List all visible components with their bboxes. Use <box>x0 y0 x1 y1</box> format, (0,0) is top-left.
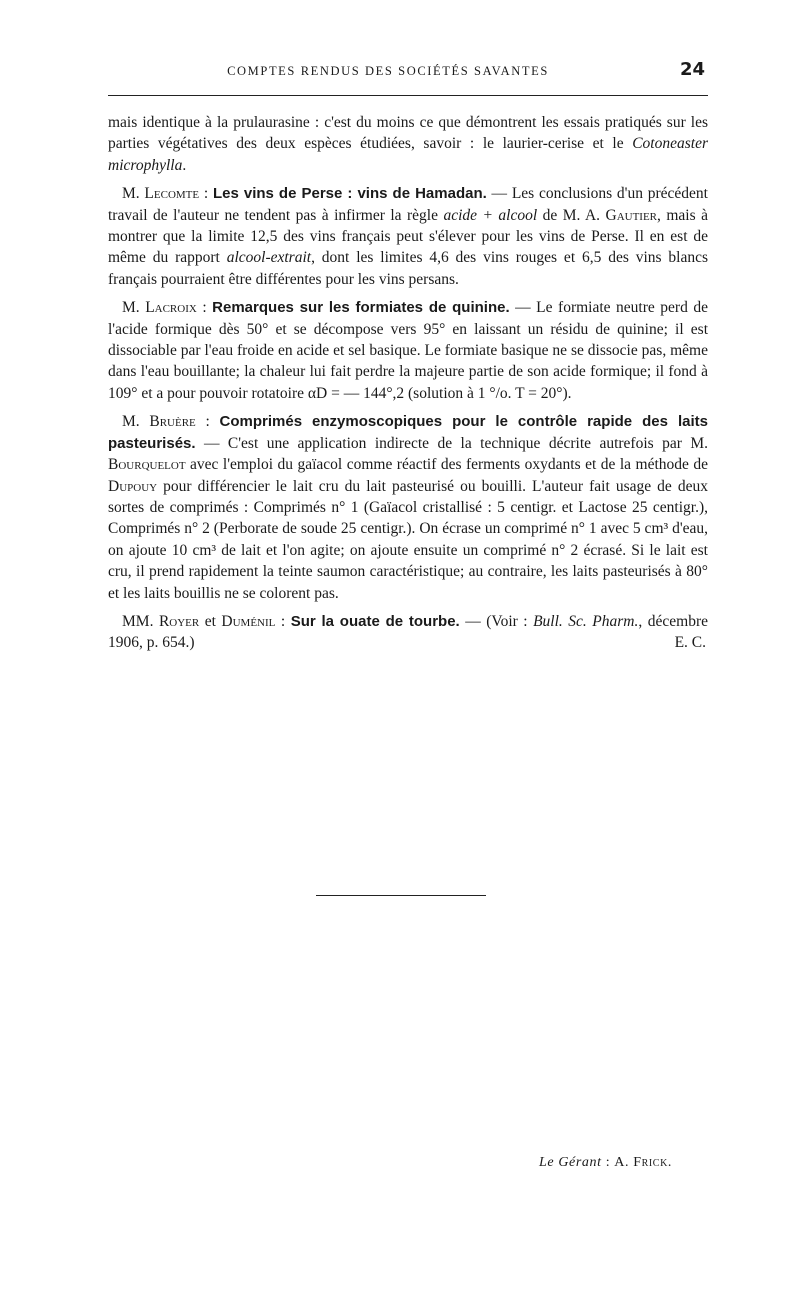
cited-name: Bourquelot <box>108 456 186 474</box>
header-rule <box>108 95 708 96</box>
italic-term: acide + alcool <box>443 206 538 224</box>
paragraph-bruere <box>108 411 708 604</box>
paragraph-text: — Les conclusions d'un précédent travail de l'auteur ne tendent pas à infirmer la règle <box>108 185 708 224</box>
paragraph-text: avec l'emploi du gaïacol comme réactif des ferments oxydants et de la méthode de <box>185 456 708 474</box>
paragraph-lecomte <box>108 183 708 290</box>
paragraph-text: — (Voir : <box>459 612 534 630</box>
paragraph-text: . <box>182 156 187 174</box>
paragraph-text: — Le formiate neutre perd de l'acide formique dès 50° et se décompose vers 95° en laissant un résidu de quinine; il est dissociable par l'eau froide en acide et sel basique. Le formiate basique ne se dissocie pas, même dans l'eau bouillante; la chaleur lui fait perdre la majeure partie de son acide formique; il fond à 109° et a pour pouvoir rotatoire αD = — 144°,2 (solution à 1 °/o. T = 20°). <box>108 299 708 402</box>
section-divider <box>316 895 486 896</box>
paragraph-text: de M. A. <box>537 206 606 224</box>
paragraph-text: mais identique à la prulaurasine : c'est du moins ce que démontrent les essais pratiqués sur les parties végétatives des deux espèces étudiées, savoir : le laurier-cerise et le <box>108 114 708 153</box>
author-initials: E. C. <box>674 634 706 652</box>
separator-colon: : <box>601 1155 615 1170</box>
signature-line <box>539 1155 672 1171</box>
signature-label: Le Gérant <box>539 1155 602 1170</box>
separator-colon: : <box>199 185 213 203</box>
paragraph-lacroix <box>108 297 708 404</box>
author-prefix: M. <box>122 185 145 203</box>
italic-term: alcool-extrait <box>226 249 312 267</box>
author-name: Duménil <box>221 612 276 630</box>
paragraph-text: — C'est une application indirecte de la technique décrite autrefois par M. <box>195 434 708 452</box>
cited-name: Gautier <box>605 206 658 224</box>
article-title: Les vins de Perse : vins de Hamadan. <box>212 185 487 203</box>
article-title: Remarques sur les formiates de quinine. <box>212 299 510 317</box>
article-title: Sur la ouate de tourbe. <box>290 612 460 630</box>
body-text <box>108 112 708 654</box>
page-number: 24 <box>679 59 705 80</box>
author-name: Bruère <box>149 413 196 431</box>
paragraph-text: , dont les limites 4,6 des vins rouges et 6,5 des vins blancs français pourraient être différentes pour les vins persans. <box>108 249 709 288</box>
paragraph-text: , décembre 1906, p. 654.) <box>108 612 708 652</box>
conjunction: et <box>199 612 222 630</box>
separator-colon: : <box>275 612 291 630</box>
paragraph-continuation <box>108 112 708 176</box>
author-prefix: M. <box>122 413 150 431</box>
separator-colon: : <box>196 299 213 317</box>
cited-name: Dupouy <box>108 477 158 495</box>
author-name: Lacroix <box>145 299 197 317</box>
page-header <box>108 60 708 86</box>
author-prefix: MM. <box>122 612 159 630</box>
author-name: Royer <box>158 612 200 630</box>
running-title: COMPTES RENDUS DES SOCIÉTÉS SAVANTES <box>227 64 549 78</box>
author-prefix: M. <box>122 299 146 317</box>
paragraph-text: , mais à montrer que la limite 12,5 des vins français peut s'élever pour les vins de Perse. Il en est de même du rapport <box>108 206 708 267</box>
author-name: Lecomte <box>144 185 200 203</box>
article-title: Comprimés enzymoscopiques pour le contrôle rapide des laits pasteurisés. <box>108 413 708 452</box>
paragraph-royer-dumenil <box>108 611 708 654</box>
separator-colon: : <box>195 413 220 431</box>
journal-reference: Bull. Sc. Pharm. <box>533 612 639 630</box>
paragraph-text: pour différencier le lait cru du lait pasteurisé ou bouilli. L'auteur fait usage de deux sortes de comprimés : Comprimés n° 1 (Gaïacol cristallisé : 5 centigr. et Lactose 25 centigr.), Comprimés n° 2 (Perborate de soude 25 centigr.). On écrase un comprimé n° 1 avec 5 cm³ d'eau, on ajoute 10 cm³ de lait et l'on agite; on ajoute ensuite un comprimé n° 2 écrasé. Si le lait est cru, il prend rapidement la teinte saumon caractéristique; au contraire, les laits pasteurisés à 80° et les laits bouillis ne se colorent pas. <box>108 477 708 602</box>
species-name: Cotoneaster microphylla <box>108 135 708 174</box>
signature-name: A. Frick. <box>614 1155 672 1170</box>
